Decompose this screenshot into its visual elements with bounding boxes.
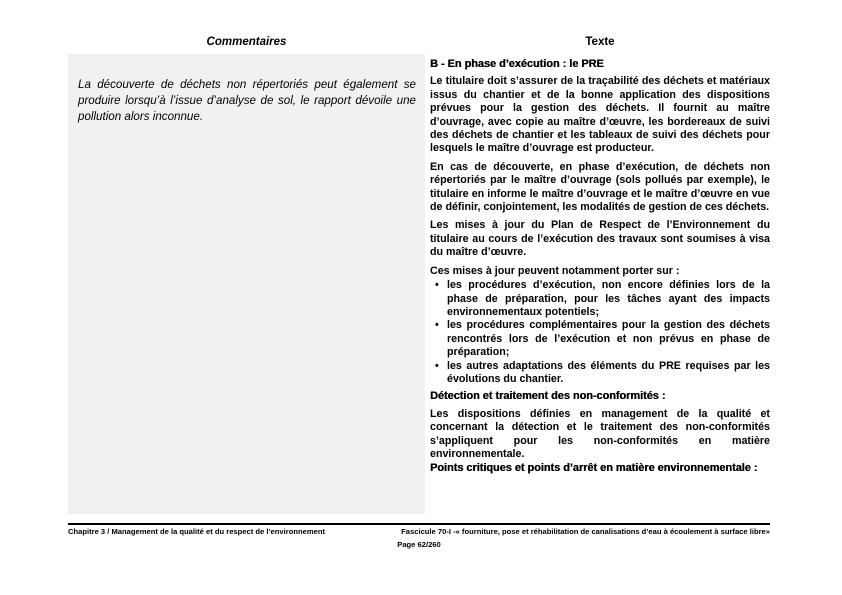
column-header-texte: Texte	[585, 36, 615, 48]
footer-text-row	[68, 527, 770, 537]
paragraph-dispositions: Les dispositions définies en management de la qualité et concernant la détection et le traitement des non-conformités s’appliquent pour les non-conformités en matière environnementale.	[430, 407, 770, 460]
content-row	[68, 54, 770, 514]
footer-fascicule: Fascicule 70-I -« fourniture, pose et réhabilitation de canalisations d’eau à écoulement à surface libre»	[401, 527, 770, 536]
paragraph-mises-a-jour: Les mises à jour du Plan de Respect de l’Environnement du titulaire au cours de l’exécution des travaux sont soumises à visa du maître d’œuvre.	[430, 219, 770, 259]
heading-points-critiques: Points critiques et points d’arrêt en matière environnementale :	[430, 462, 758, 475]
list-item-procedures-execution: • les procédures d’exécution, non encore définies lors de la phase de préparation, pour les tâches ayant des impacts environnementaux potentiels;	[430, 279, 770, 319]
page-footer	[0, 523, 842, 549]
comment-note: La découverte de déchets non répertoriés peut également se produire lorsqu’à l’issue d’analyse de sol, le rapport dévoile une pollution alors inconnue.	[78, 78, 416, 123]
paragraph-tracabilite: Le titulaire doit s’assurer de la traçabilité des déchets et matériaux issus du chantier et de la bonne application des dispositions prévues pour la gestion des déchets. Il fournit au maître d’ouvrage, avec copie au maître d’œuvre, les bordereaux de suivi des déchets de chantier et les tableaux de suivi des déchets pour lesquels le maître d’ouvrage est producteur.	[430, 75, 770, 155]
texte-cell	[430, 54, 770, 514]
list-item-procedures-complementaires: • les procédures complémentaires pour la gestion des déchets rencontrés lors de l’exécution et non prévus en phase de préparation;	[430, 319, 770, 359]
paragraph-decouverte: En cas de découverte, en phase d’exécution, de déchets non répertoriés par le maître d’ouvrage (sols pollués par exemple), le titulaire en informe le maître d’ouvrage et le maître d’œuvre en vue de définir, conjointement, les modalités de gestion de ces déchets.	[430, 160, 770, 214]
commentaires-cell	[68, 54, 425, 514]
mises-a-jour-list	[430, 279, 770, 386]
footer-chapter: Chapitre 3 / Management de la qualité et du respect de l’environnement	[68, 527, 325, 536]
footer-page-number: Page 62/260	[397, 540, 441, 549]
footer-divider	[68, 523, 770, 525]
column-headers-row	[68, 36, 770, 48]
column-header-commentaires: Commentaires	[206, 36, 287, 48]
heading-detection-non-conformites: Détection et traitement des non-conformités :	[430, 390, 666, 403]
list-item-autres-adaptations: • les autres adaptations des éléments du PRE requises par les évolutions du chantier.	[430, 360, 770, 387]
paragraph-intro-liste: Ces mises à jour peuvent notamment porter sur :	[430, 264, 680, 277]
heading-phase-execution: B - En phase d’exécution : le PRE	[430, 58, 604, 70]
